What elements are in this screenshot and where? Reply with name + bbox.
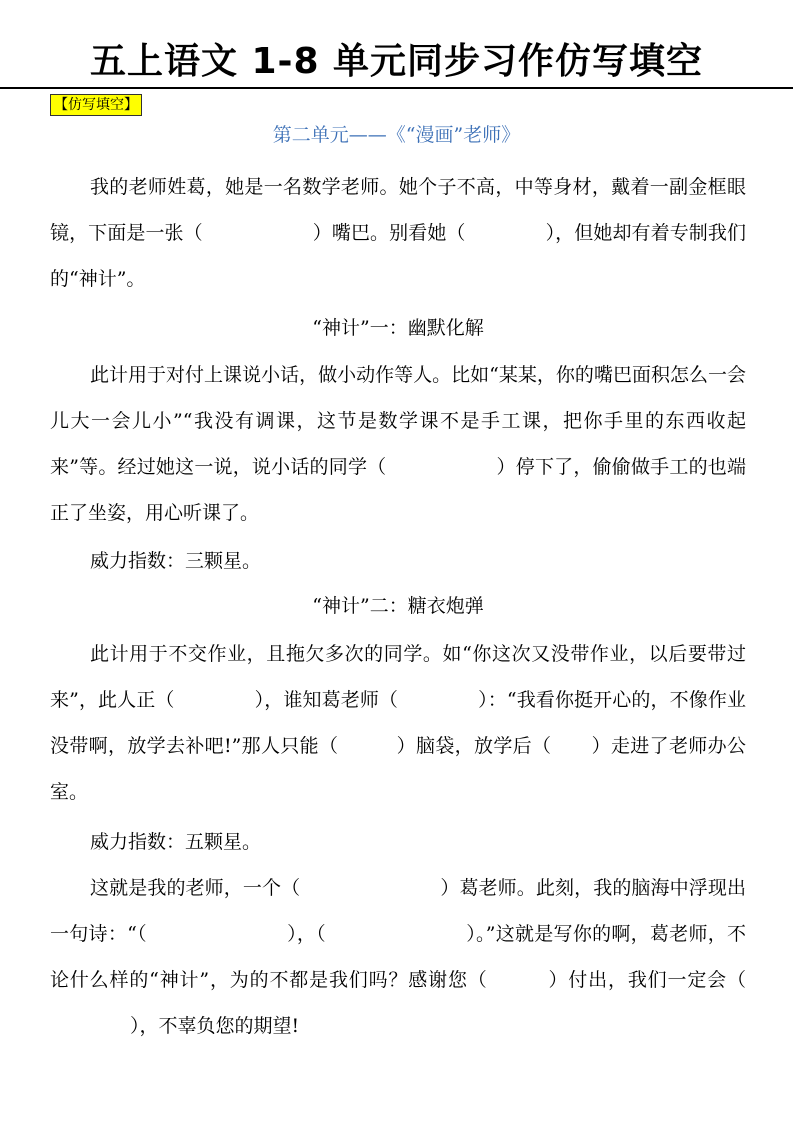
text-segment: ）嘴巴。别看她（ [312, 222, 466, 244]
paragraph-trick1 [50, 352, 746, 536]
text-segment: ），谁知葛老师（ [254, 689, 399, 711]
text-segment: 我的老师姓葛，她是一名数学老师。她个子不高，中等身材，戴着一副金框眼镜，下面是一张（ [50, 176, 746, 244]
page-title: 五上语文 1-8 单元同步习作仿写填空 [89, 41, 704, 82]
text-segment: 这就是我的老师，一个（ [90, 877, 301, 899]
text-segment: 此计用于对付上课说小话，做小动作等人。比如“某某，你的嘴巴面积怎么一会儿大一会儿小”“我没有调课，这节是数学课不是手工课，把你手里的东西收起来”等。经过她这一说，说小话的同学（ [50, 364, 746, 478]
paragraph-trick2 [50, 631, 746, 815]
text-segment: ）付出，我们一定会（ [547, 969, 746, 991]
text-segment: 此计用于不交作业，且拖欠多次的同学。如“你这次又没带作业，以后要带过来”，此人正（ [50, 643, 746, 711]
trick1-heading: “神计”一：幽默化解 [312, 317, 484, 339]
text-segment: ）脑袋，放学后（ [396, 735, 552, 757]
unit-heading: 第二单元——《“漫画”老师》 [272, 124, 521, 146]
text-segment: ），（ [286, 923, 326, 945]
section-tag: 【仿写填空】 [50, 94, 142, 116]
text-segment: ）：“我看你挺开心的，不像作业没带啊，放学去补吧!”那人只能（ [50, 689, 746, 757]
power-rating-2: 威力指数：五颗星。 [90, 831, 262, 853]
power-rating-1: 威力指数：三颗星。 [90, 550, 262, 572]
text-segment: ）葛老师。此刻，我的脑海中浮现出一句诗：“（ [50, 877, 746, 945]
text-segment: ）走进了老师办公室。 [50, 735, 746, 803]
title-underline [0, 87, 793, 89]
paragraph-intro [50, 164, 746, 302]
text-segment: ）停下了，偷偷做手工的也端正了坐姿，用心听课了。 [50, 456, 746, 524]
trick2-heading: “神计”二：糖衣炮弹 [312, 595, 484, 617]
text-segment: ）。”这就是写你的啊，葛老师，不论什么样的“神计”，为的不都是我们吗？感谢您（ [50, 923, 746, 991]
text-segment: ），但她却有着专制我们的“神计”。 [50, 222, 746, 290]
paragraph-conclusion [50, 865, 746, 1049]
text-segment: ），不辜负您的期望! [130, 1015, 300, 1037]
